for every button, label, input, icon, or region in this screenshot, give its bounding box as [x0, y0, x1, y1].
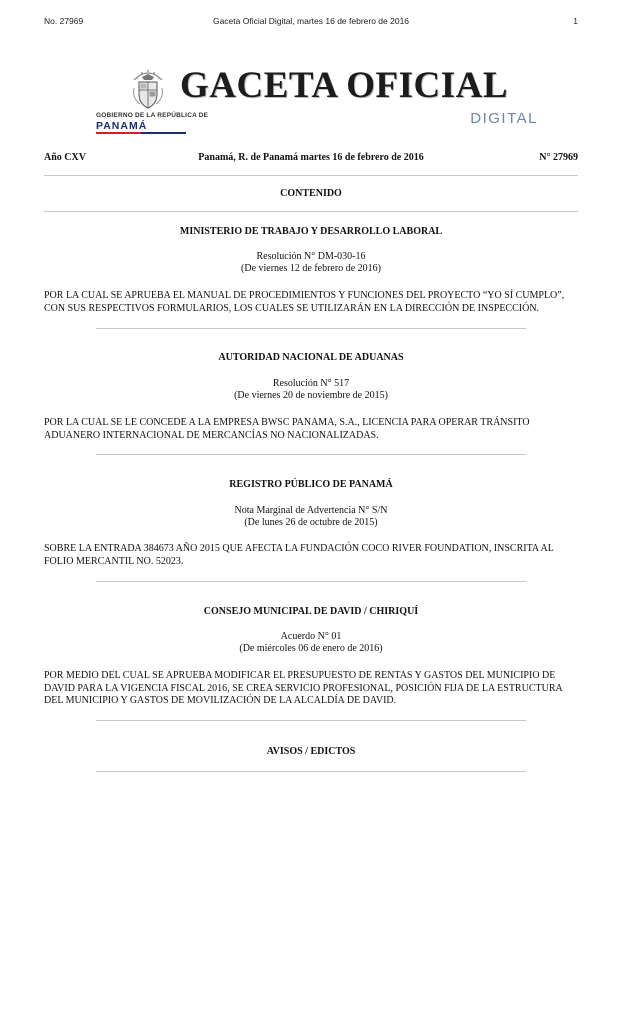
- document-summary: [44, 290, 578, 315]
- divider: [96, 581, 526, 582]
- coat-of-arms-icon: [128, 66, 168, 110]
- country-label: PANAMÁ: [96, 120, 148, 132]
- document-date: (De miércoles 06 de enero de 2016): [239, 643, 383, 654]
- document-date: (De viernes 20 de noviembre de 2015): [234, 390, 388, 401]
- summary-line: POR MEDIO DEL CUAL SE APRUEBA MODIFICAR EL PRESUPUESTO DE RENTAS Y GASTOS DEL MUNICIPIO DE: [44, 670, 556, 681]
- flag-color-bar: [96, 132, 186, 134]
- document-summary: [44, 543, 578, 568]
- summary-line: POR LA CUAL SE APRUEBA EL MANUAL DE PROCEDIMIENTOS Y FUNCIONES DEL PROYECTO “YO SÍ CUMPLO”,: [44, 290, 565, 301]
- page-number: 1: [573, 16, 578, 26]
- gazette-title: GACETA OFICIAL: [180, 65, 509, 106]
- issue-meta: [44, 152, 578, 166]
- summary-line: SOBRE LA ENTRADA 384673 AÑO 2015 QUE AFECTA LA FUNDACIÓN COCO RIVER FOUNDATION, INSCRITA AL: [44, 543, 554, 554]
- summary-line: ADUANERO INTERNACIONAL DE MERCANCÍAS NO NACIONALIZADAS.: [44, 429, 379, 441]
- year-label: Año CXV: [44, 152, 86, 163]
- document-title[interactable]: Resolución N° 517: [272, 378, 350, 389]
- gazette-subtitle: DIGITAL: [470, 110, 538, 127]
- running-header: [44, 16, 578, 30]
- divider: [96, 328, 526, 329]
- summary-line: FOLIO MERCANTIL NO. 52023.: [44, 555, 184, 567]
- summary-line: POR LA CUAL SE LE CONCEDE A LA EMPRESA BWSC PANAMA, S.A., LICENCIA PARA OPERAR TRÁNSITO: [44, 417, 530, 428]
- issue-number-meta: N° 27969: [539, 152, 578, 163]
- divider: [96, 771, 526, 772]
- summary-line: DEL MUNICIPIO Y GASTOS DE MOVILIZACIÓN DE LA ALCALDÍA DE DAVID.: [44, 695, 397, 706]
- summary-line: DAVID PARA LA VIGENCIA FISCAL 2016, SE CREA SERVICIO PROFESIONAL, POSICIÓN FIJA DE LA ESTRUCTURA: [44, 682, 563, 694]
- divider: [96, 720, 526, 721]
- document-summary: [44, 417, 578, 442]
- summary-line: CON SUS RESPECTIVOS FORMULARIOS, LOS CUALES SE UTILIZARÁN EN LA DIRECCIÓN DE INSPECCIÓN.: [44, 302, 540, 314]
- document-summary: [44, 670, 578, 708]
- government-label: GOBIERNO DE LA REPÚBLICA DE: [96, 112, 209, 119]
- masthead: [96, 60, 556, 140]
- agency-heading: CONSEJO MUNICIPAL DE DAVID / CHIRIQUÍ: [203, 606, 419, 617]
- document-title[interactable]: Nota Marginal de Advertencia N° S/N: [234, 505, 388, 516]
- divider: [44, 175, 578, 176]
- divider: [44, 211, 578, 212]
- document-date: (De viernes 12 de febrero de 2016): [241, 263, 381, 274]
- issue-number: No. 27969: [44, 16, 84, 26]
- agency-heading: MINISTERIO DE TRABAJO Y DESARROLLO LABORAL: [179, 226, 443, 237]
- divider: [96, 454, 526, 455]
- contents-heading: CONTENIDO: [280, 188, 342, 199]
- agency-heading: AUTORIDAD NACIONAL DE ADUANAS: [218, 352, 404, 363]
- document-title[interactable]: Resolución N° DM-030-16: [256, 251, 366, 262]
- place-date: Panamá, R. de Panamá martes 16 de febrero de 2016: [198, 152, 424, 163]
- document-date: (De lunes 26 de octubre de 2015): [244, 517, 378, 528]
- running-title: Gaceta Oficial Digital, martes 16 de febrero de 2016: [212, 16, 410, 26]
- document-title[interactable]: Acuerdo N° 01: [280, 631, 342, 642]
- agency-heading: REGISTRO PÚBLICO DE PANAMÁ: [229, 479, 393, 490]
- notices-heading[interactable]: AVISOS / EDICTOS: [266, 746, 356, 757]
